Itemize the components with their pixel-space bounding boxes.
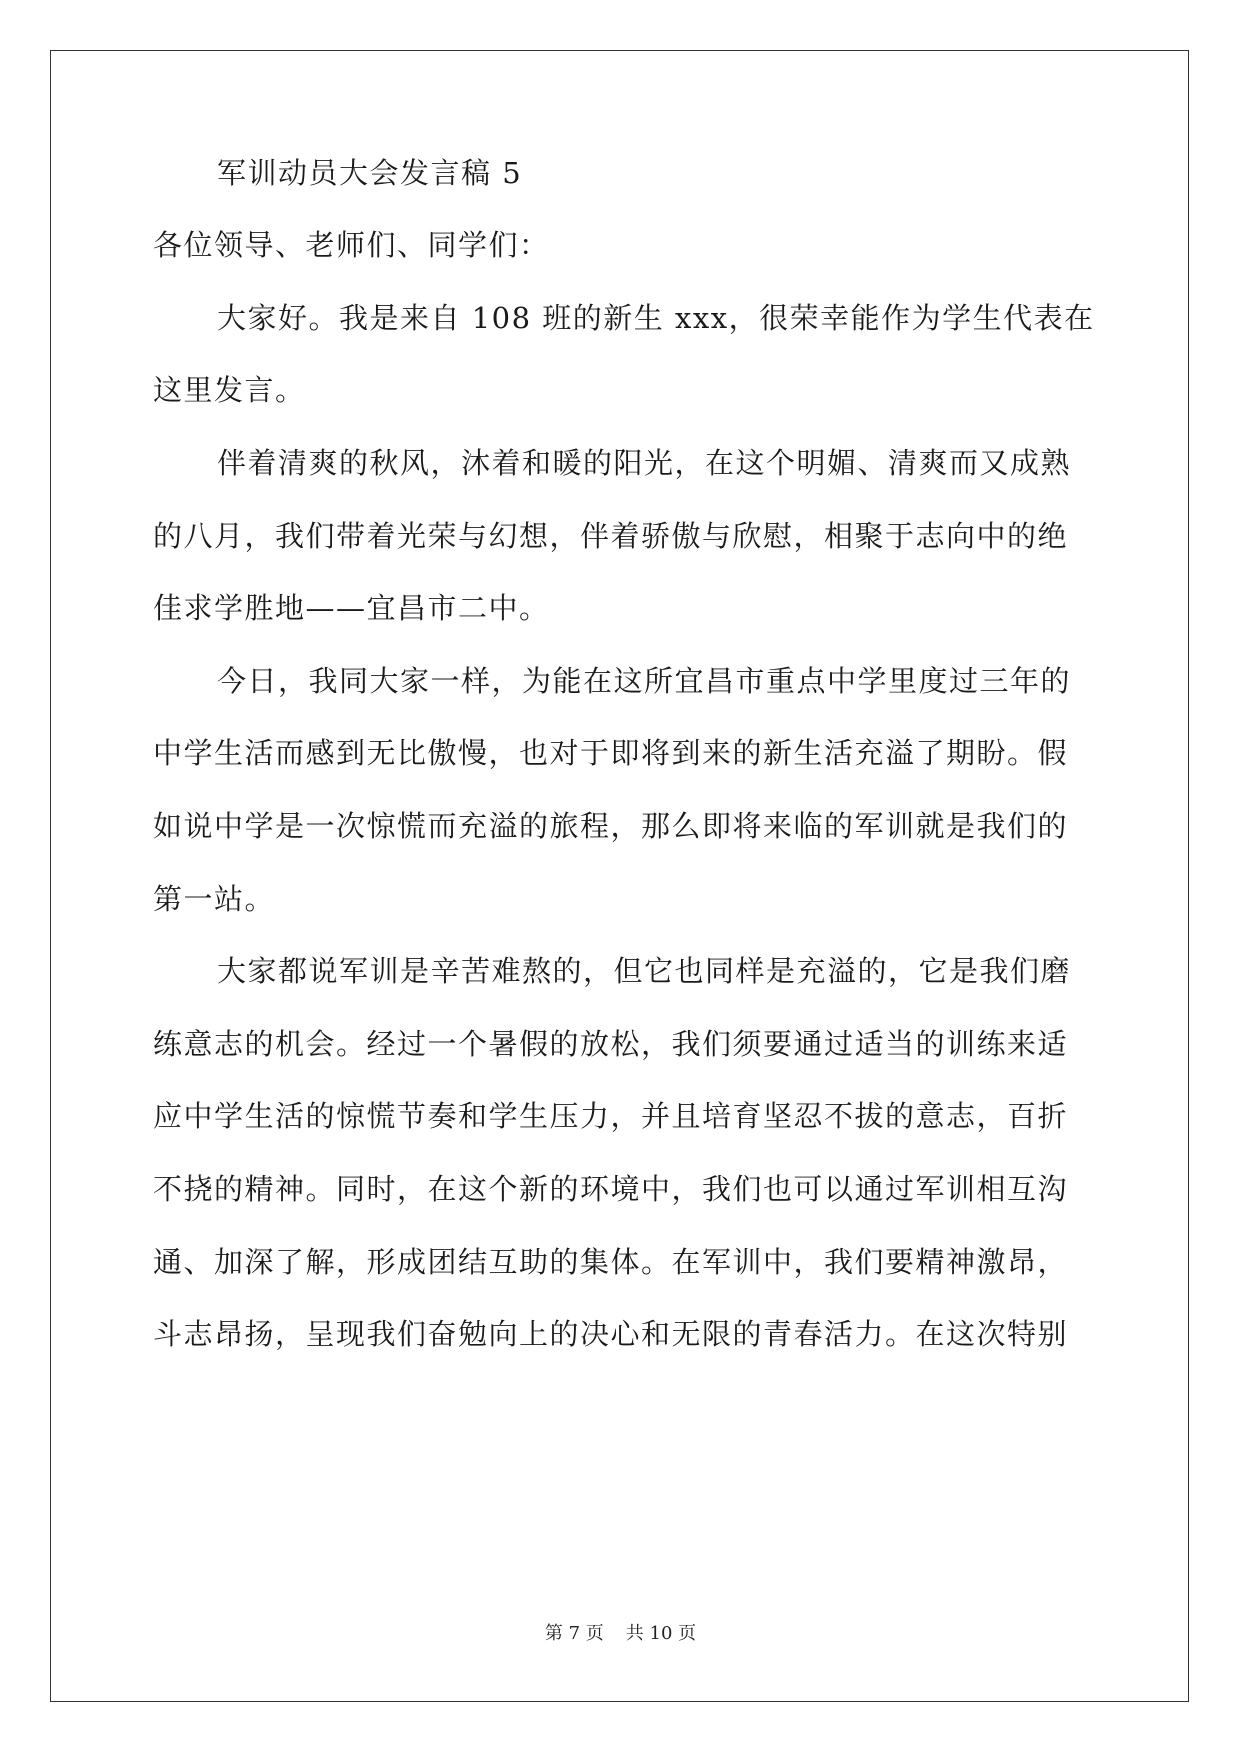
text-line: 斗志昂扬，呈现我们奋勉向上的决心和无限的青春活力。在这次特别 <box>153 1317 1069 1351</box>
text-line: 第一站。 <box>153 882 276 916</box>
text-line: 通、加深了解，形成团结互助的集体。在军训中，我们要精神激昂， <box>153 1245 1069 1279</box>
page-footer <box>0 1622 1241 1646</box>
page-total: 共 10 页 <box>625 1623 697 1644</box>
text-line: 应中学生活的惊慌节奏和学生压力，并且培育坚忍不拔的意志，百折 <box>153 1099 1069 1133</box>
text-line: 各位领导、老师们、同学们： <box>153 228 550 262</box>
text-line: 如说中学是一次惊慌而充溢的旅程，那么即将来临的军训就是我们的 <box>153 809 1069 843</box>
text-line: 中学生活而感到无比傲慢，也对于即将到来的新生活充溢了期盼。假 <box>153 736 1069 770</box>
text-line: 大家都说军训是辛苦难熬的，但它也同样是充溢的，它是我们磨 <box>217 954 1072 988</box>
text-line: 今日，我同大家一样，为能在这所宜昌市重点中学里度过三年的 <box>217 664 1072 698</box>
text-line: 的八月，我们带着光荣与幻想，伴着骄傲与欣慰，相聚于志向中的绝 <box>153 519 1069 553</box>
text-line: 大家好。我是来自 108 班的新生 xxx，很荣幸能作为学生代表在 <box>217 301 1095 335</box>
document-title: 军训动员大会发言稿 5 <box>217 156 523 190</box>
text-line: 不挠的精神。同时，在这个新的环境中，我们也可以通过军训相互沟 <box>153 1172 1069 1206</box>
text-line: 这里发言。 <box>153 373 306 407</box>
text-line: 练意志的机会。经过一个暑假的放松，我们须要通过适当的训练来适 <box>153 1027 1069 1061</box>
page-number: 第 7 页 <box>544 1623 604 1644</box>
text-line: 佳求学胜地——宜昌市二中。 <box>153 591 550 625</box>
text-line: 伴着清爽的秋风，沐着和暖的阳光，在这个明媚、清爽而又成熟 <box>217 446 1072 480</box>
